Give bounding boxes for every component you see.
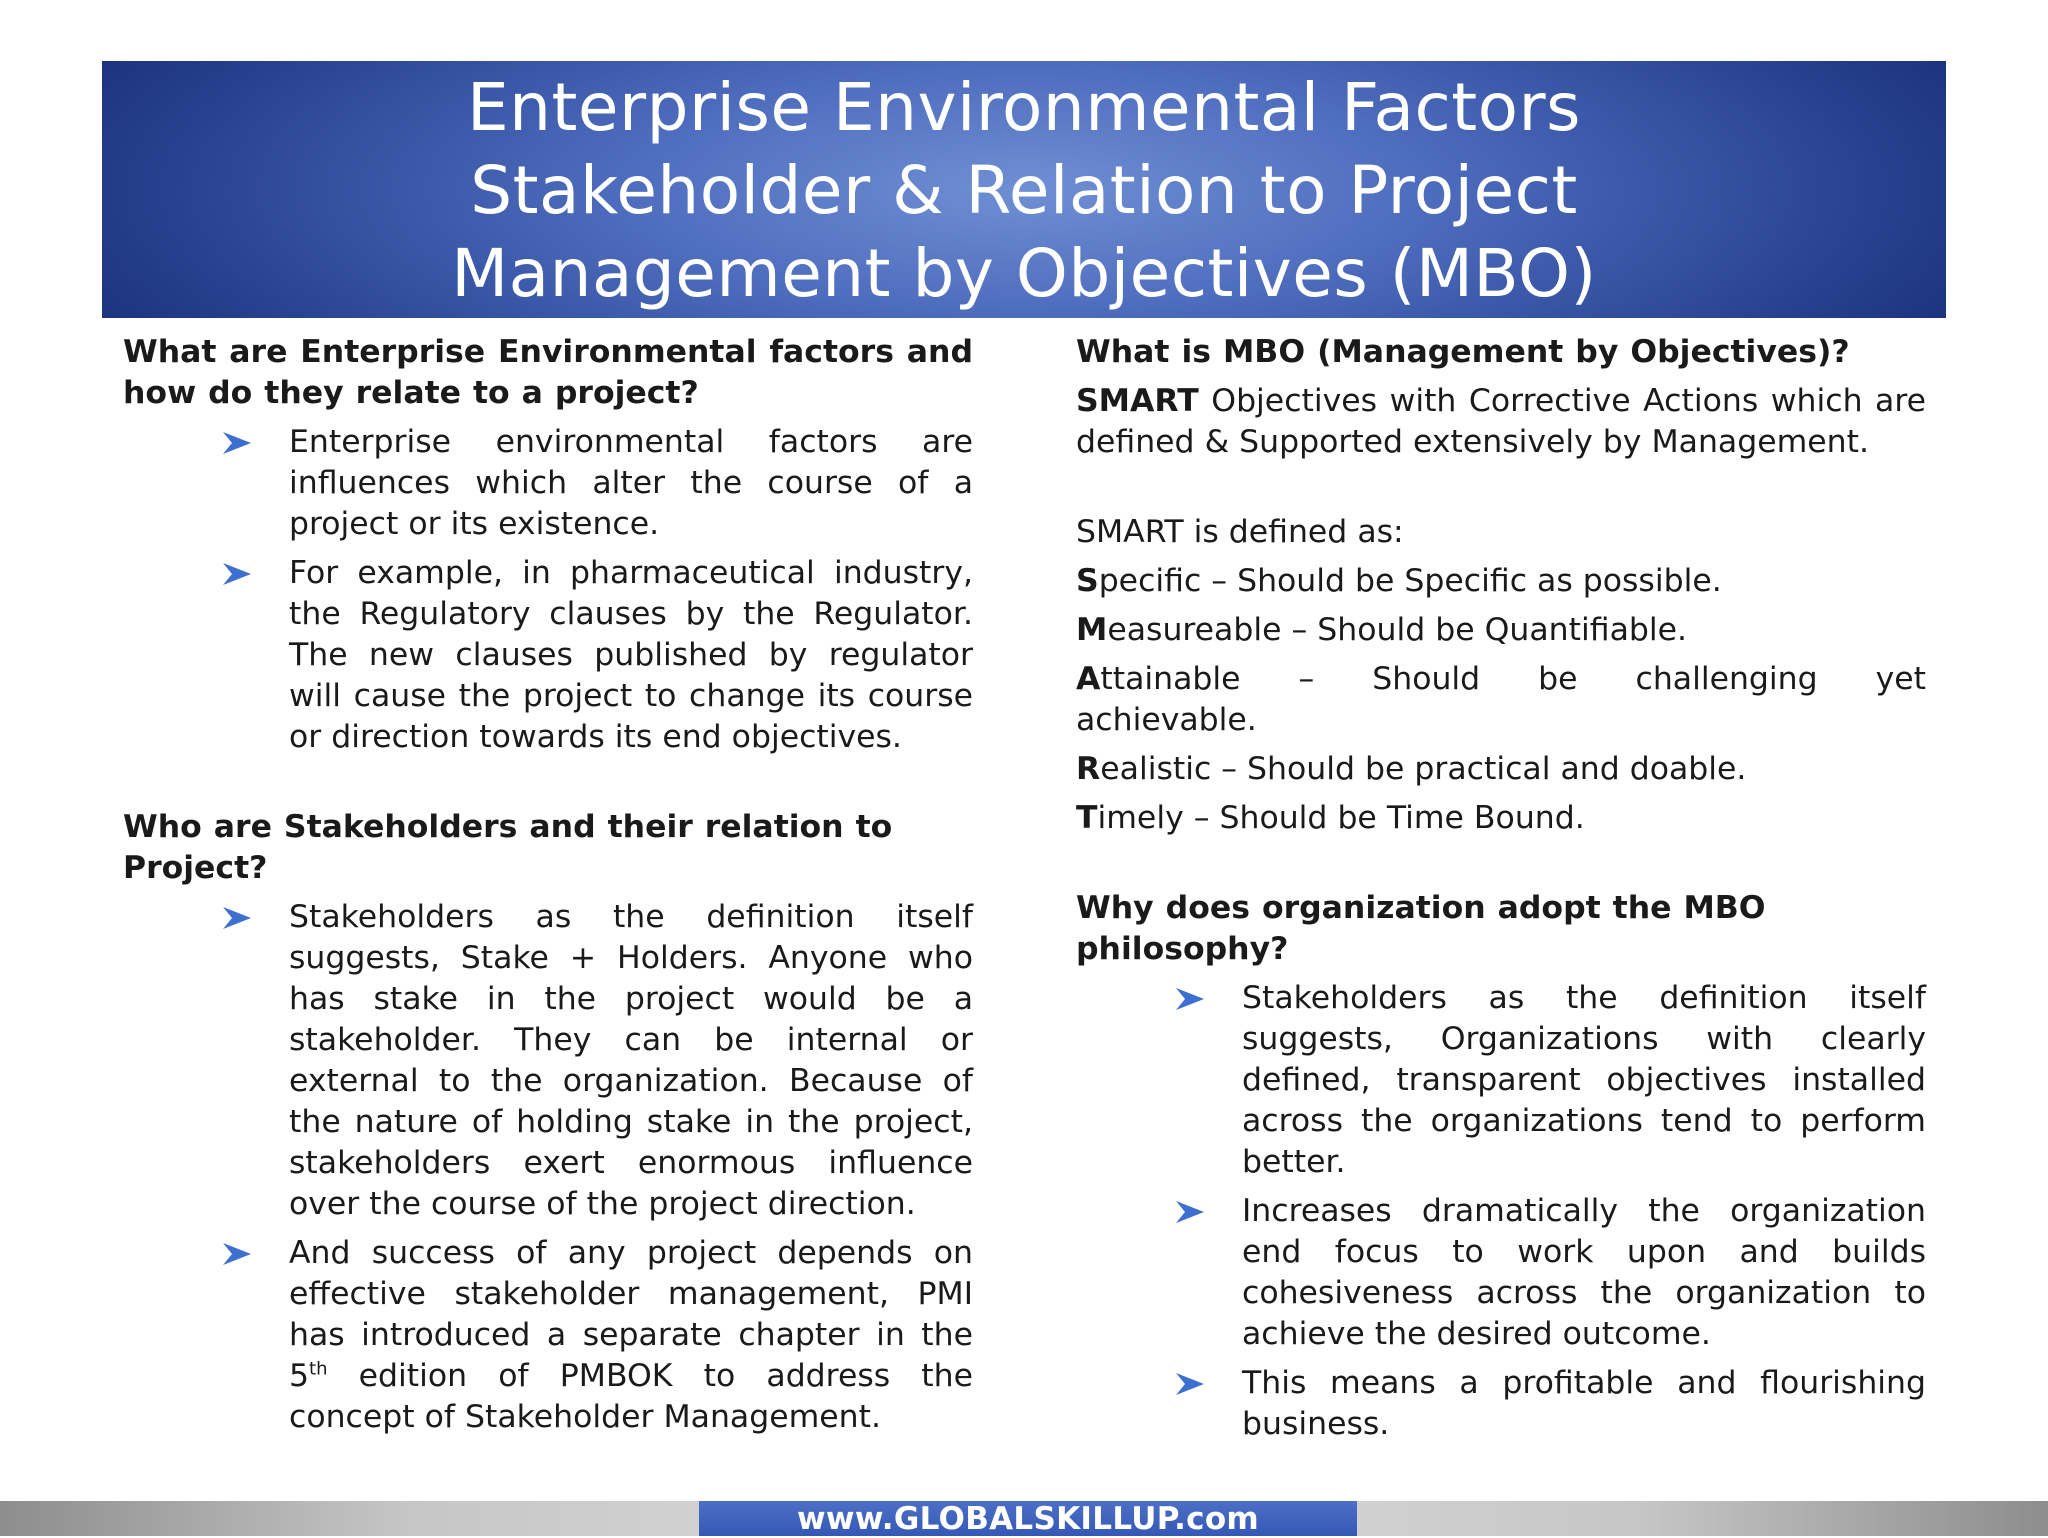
chevron-arrow-icon [1176,1373,1204,1395]
footer-url[interactable]: www.GLOBALSKILLUP.com [699,1501,1357,1536]
why-bullet-3-text: This means a profitable and flourishing business. [1242,1365,1926,1442]
why-bullet-1 [1076,978,1926,1183]
smart-timely [1076,798,1926,839]
chevron-arrow-icon [1176,1201,1204,1223]
chevron-arrow-icon [223,563,251,585]
smart-intro [1076,381,1926,463]
smart-defined: SMART is defined as: [1076,514,1404,550]
eef-bullet-1 [123,422,973,545]
smart-bold: SMART [1076,383,1199,419]
title-line-3: Management by Objectives (MBO) [451,235,1597,312]
att-word-5: challenging [1635,661,1818,697]
smart-letter: A [1076,661,1101,697]
mbo-heading: What is MBO (Management by Objectives)? [1076,334,1850,370]
stakeholders-bullet-1 [123,897,973,1225]
title-line-2: Stakeholder & Relation to Project [470,152,1578,229]
stakeholders-bullet-2-post: edition of PMBOK to address the concept of Stakeholder Management. [289,1358,973,1435]
smart-text: ealistic – Should be practical and doable. [1100,751,1747,787]
smart-specific [1076,561,1926,602]
why-mbo-heading: Why does organization adopt the MBO philosophy? [1076,890,1766,967]
eef-heading: What are Enterprise Environmental factors and how do they relate to a project? [123,334,973,411]
smart-realistic [1076,749,1926,790]
eef-bullet-2 [123,553,973,758]
stakeholders-heading: Who are Stakeholders and their relation to Project? [123,809,893,886]
spacer [123,758,973,807]
att-continuation: achievable. [1076,702,1257,738]
why-bullet-2 [1076,1191,1926,1355]
spacer [1076,839,1926,888]
stakeholders-bullet-1-text: Stakeholders as the definition itself suggests, Stake + Holders. Anyone who has stake in the project would be a stakeholder. They can be internal or external to the organization. Because of the nature of holding stake in the project, stakeholders exert enormous influence over the course of the project direction. [289,899,973,1222]
smart-text: easureable – Should be Quantifiable. [1107,612,1688,648]
smart-measurable [1076,610,1926,651]
right-column [1076,332,1926,1445]
smart-text: ttainable [1100,661,1241,697]
smart-attainable [1076,659,1926,741]
smart-intro-rest: Objectives with Corrective Actions which are defined & Supported extensively by Management. [1076,383,1926,460]
chevron-arrow-icon [223,1243,251,1265]
chevron-arrow-icon [223,432,251,454]
why-bullet-3 [1076,1363,1926,1445]
eef-bullet-1-text: Enterprise environmental factors are influences which alter the course of a project or its existence. [289,424,973,542]
footer-bar [0,1501,2048,1536]
smart-letter: S [1076,563,1099,599]
smart-letter: R [1076,751,1101,787]
chevron-arrow-icon [1176,988,1204,1010]
chevron-arrow-icon [223,907,251,929]
left-column [123,332,973,1438]
title-line-1: Enterprise Environmental Factors [466,69,1582,146]
eef-bullet-2-text: For example, in pharmaceutical industry, the Regulatory clauses by the Regulator. The new clauses published by regulator will cause the project to change its course or direction towards its end objectives. [289,555,973,755]
stakeholders-bullet-2 [123,1233,973,1438]
att-word-3: Should [1372,661,1481,697]
smart-letter: M [1076,612,1108,648]
att-word-6: yet [1875,661,1926,697]
stakeholders-bullet-2-pre: And success of any project depends on effective stakeholder management, PMI has introduced a separate chapter in the 5 [289,1235,973,1394]
smart-letter: T [1076,800,1098,836]
superscript: th [309,1358,328,1380]
title-banner [102,61,1946,318]
smart-text: imely – Should be Time Bound. [1097,800,1585,836]
why-bullet-2-text: Increases dramatically the organization end focus to work upon and builds cohesiveness across the organization to achieve the desired outcome. [1242,1193,1926,1352]
att-word-4: be [1538,661,1578,697]
spacer [1076,463,1926,512]
smart-text: pecific – Should be Specific as possible. [1098,563,1722,599]
att-word-1 [1076,659,1241,700]
att-word-2: – [1298,661,1315,697]
why-bullet-1-text: Stakeholders as the definition itself suggests, Organizations with clearly defined, transparent objectives installed across the organizations tend to perform better. [1242,980,1926,1180]
